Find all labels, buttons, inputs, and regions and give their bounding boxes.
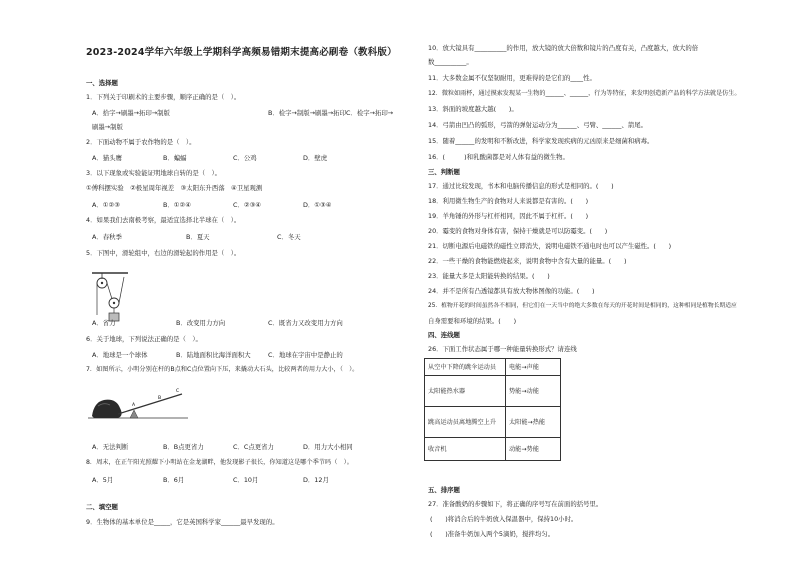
q3-items: ①傅科摆实验 ②极星周年视差 ③太阳东升西落 ④卫星观测: [86, 184, 263, 192]
question-11: 11．大多数金属不仅坚韧耐用，更难得的是它们的____性。: [428, 74, 596, 82]
q6-option-b: B．陆地面积比海洋面积大: [176, 351, 251, 359]
match-right-1[interactable]: 电能→声能: [506, 359, 561, 376]
q2-option-b: B．蝙蝠: [163, 154, 187, 162]
question-12: 12．微粒如雨杯，通过摸索发现某一生物的______、______，行为等特征，来发明创造新产品的科学方法就是仿生。: [428, 90, 741, 97]
q4-option-b: B．夏天: [186, 233, 210, 241]
lever-icon: [88, 384, 188, 422]
match-table: [424, 358, 561, 461]
match-left-1[interactable]: 从空中下降的跳伞运动员: [425, 359, 506, 376]
q6-option-c: C．地球在宇宙中是静止的: [268, 351, 343, 359]
question-18: 18．利用微生物生产的食物对人来说都是有害的。( ): [428, 197, 589, 205]
question-3: 3．以下现象或实验能证明地球自转的是（ ）。: [86, 169, 222, 177]
match-row: [425, 406, 561, 437]
q8-option-d: D．12月: [303, 476, 329, 484]
q1-option-c-cont: 刷墨→制版: [92, 123, 123, 131]
question-27: 27．准备酸奶的步骤如下，将正确的序号写在前面的括号里。: [428, 500, 603, 508]
question-2: 2．下面动物不属于农作物的是（ ）。: [86, 138, 196, 146]
q8-option-a: A．5月: [92, 476, 114, 484]
question-22: 22．一些干燥的食物能燃烧起来，说明食物中含有大量的能量。( ): [428, 257, 627, 265]
question-10: 10．放大镜具有__________的作用，放大镜的放大倍数和镜片的凸度有关，凸度越大，放大的倍: [428, 44, 699, 52]
pulley-icon: [90, 271, 130, 323]
match-right-4[interactable]: 动能→势能: [506, 437, 561, 460]
section-order-title: 五、排序题: [428, 486, 460, 494]
q7-option-d: D．用力大小相同: [303, 443, 353, 451]
q1-option-a: A．拾字→刷墨→拓印→制版: [92, 109, 170, 117]
question-14: 14．弓箭由凹凸的弧形，弓箭的弹射运动分为______、弓臂、______、箭尾。: [428, 121, 648, 129]
question-15: 15．随着______的发明和不断改进，科学家发现疾病的元凶原来是细菌和病毒。: [428, 137, 654, 145]
question-19: 19．羊角锤的外形与杠杆相同，因此不属于杠杆。( ): [428, 212, 589, 220]
q1-option-b: B．检字→制版→刷墨→拓印: [268, 109, 346, 117]
q27-step-b: ( )准备牛奶加入两个5滴奶，搅拌均匀。: [430, 530, 555, 538]
q3-option-c: C．②③④: [233, 201, 262, 209]
q27-step-a: ( )将消合后的牛奶放入保温器中，保持10小时。: [430, 515, 578, 523]
question-20: 20．霉变的食物对身体有害，保持干燥就是可以防霉变。( ): [428, 227, 608, 235]
question-16: 16．( )和乳酸菌都是对人体有益的微生物。: [428, 153, 569, 161]
match-row: [425, 375, 561, 406]
section-choice-title: 一、选择题: [86, 79, 118, 87]
q8-option-c: C．10月: [233, 476, 259, 484]
section-fill-title: 二、填空题: [86, 503, 118, 511]
match-right-3[interactable]: 太阳能→热能: [506, 406, 561, 437]
q5-option-c: C．既省力又改变用力方向: [268, 319, 343, 327]
q5-option-a: A．省力: [92, 319, 116, 327]
q7-option-b: B．B点更省力: [163, 443, 204, 451]
question-1: 1．下列关于印刷术的主要步骤，顺序正确的是（ ）。: [86, 93, 241, 101]
q1-option-c: C．检字→拓印→: [346, 109, 394, 117]
lever-label-b: B: [158, 396, 162, 401]
question-6: 6．关于地球，下列说法正确的是（ ）。: [86, 335, 202, 343]
section-judge-title: 三、判断题: [428, 168, 460, 176]
q4-option-c: C．冬天: [277, 233, 301, 241]
question-21: 21．切断电源后电磁铁的磁性立即消失，说明电磁铁不通电时也可以产生磁性。( ): [428, 242, 672, 250]
question-23: 23．能量大多是太阳能转换的结果。( ): [428, 272, 550, 280]
match-left-4[interactable]: 收音机: [425, 437, 506, 460]
section-match-title: 四、连线题: [428, 331, 460, 339]
question-25-cont: 自身需要和环境的结果。( ): [428, 317, 517, 325]
q6-option-a: A．地球是一个球体: [92, 351, 148, 359]
q7-option-a: A．无法判断: [92, 443, 129, 451]
question-10-cont: 数__________。: [428, 58, 473, 66]
question-7: 7．如图所示，小明分别在杆的B点和C点位置向下压，来撬动大石头，比较两者的用力大小，（ ）。: [86, 366, 359, 373]
question-24: 24．并不是所有凸透镜都具有放大物体图像的功能。( ): [428, 287, 595, 295]
question-13: 13．斜面的坡度越大越( )。: [428, 105, 518, 113]
lever-label-c: C: [176, 389, 180, 394]
q4-option-a: A．春秋季: [92, 233, 122, 241]
match-left-2[interactable]: 太阳能热水器: [425, 375, 506, 406]
q8-option-b: B．6月: [163, 476, 185, 484]
question-4: 4．如果我们去南极考察，最适宜选择北半球在（ ）。: [86, 216, 241, 224]
question-25: 25．植物开花的时间虽然各不相同，但它们在一天当中的绝大多数在每天的开花时间是相同的，这种相同是植物长期适应: [428, 303, 737, 309]
q2-option-d: D．壁虎: [303, 154, 328, 162]
match-right-2[interactable]: 势能→动能: [506, 375, 561, 406]
match-row: [425, 359, 561, 376]
q3-option-a: A．①②③: [92, 201, 120, 209]
q2-option-c: C．公鸡: [233, 154, 257, 162]
q5-option-b: B．改变用力方向: [176, 319, 226, 327]
match-row: [425, 437, 561, 460]
question-5: 5．下图中，滑轮组中，右边的滑轮起的作用是（ ）。: [86, 249, 241, 257]
q7-option-c: C．C点更省力: [233, 443, 274, 451]
match-left-3[interactable]: 跳高运动员离地腾空上升: [425, 406, 506, 437]
lever-label-a: A: [132, 403, 136, 408]
question-17: 17．通过比较发现，书本和电脑传播信息的形式是相同的。( ): [428, 182, 614, 190]
question-26: 26．下面工作状态属于哪一种能量转换形式？请连线: [428, 345, 577, 353]
question-8: 8．周末，在正午阳光照耀下小明站在金龙湖畔，他发现影子很长，你知道这是哪个季节吗（ ）。: [86, 459, 353, 466]
q2-option-a: A．猫头鹰: [92, 154, 122, 162]
q3-option-b: B．①②④: [163, 201, 191, 209]
page-title: 2023-2024学年六年级上学期科学高频易错期末提高必刷卷（教科版）: [86, 47, 397, 58]
question-9: 9．生物体的基本单位是_____，它是英国科学家______最早发现的。: [86, 518, 279, 526]
q3-option-d: D．①③④: [303, 201, 332, 209]
